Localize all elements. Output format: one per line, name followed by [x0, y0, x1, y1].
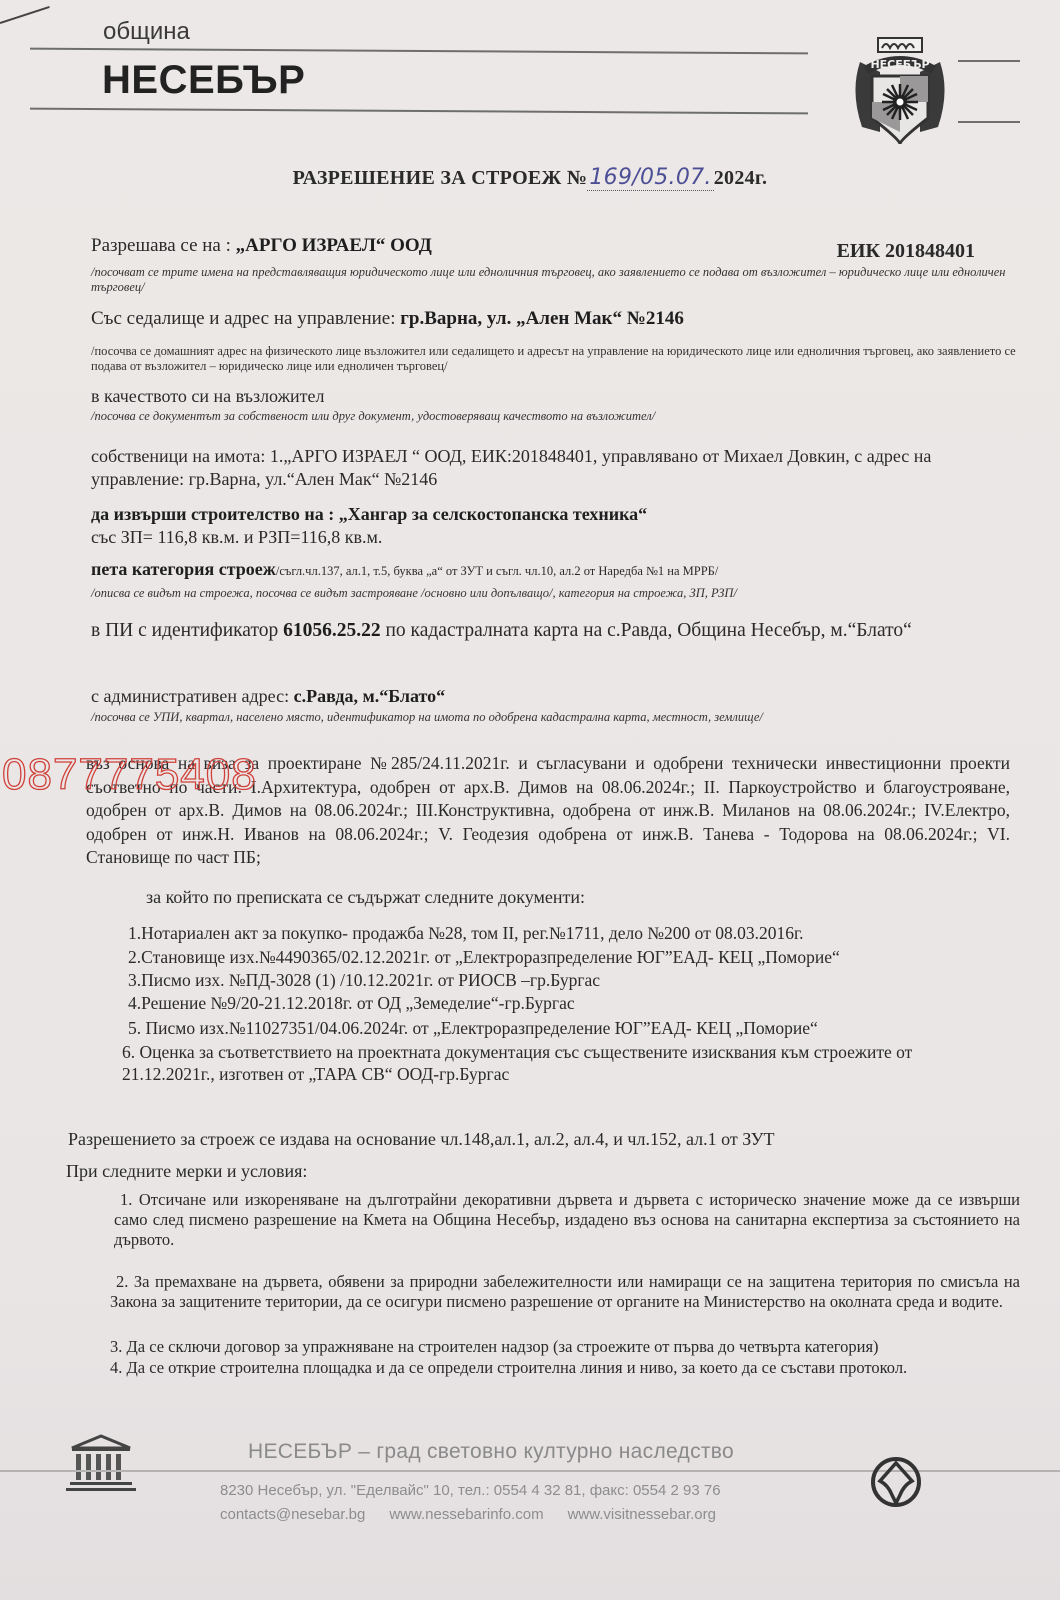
footer-title: НЕСЕБЪР – град световно културно наследство [248, 1440, 734, 1463]
conditions-intro: При следните мерки и условия: [66, 1161, 308, 1181]
nesebar-crest-icon [840, 32, 960, 152]
condition-item: 2. За премахване на дървета, обявени за природни забележителности или намиращи се на защитена територия по смисъла на Закона за защитените територии, да се осигури писмено разрешение от органите на Министерство на околната среда и водите. [110, 1272, 1020, 1311]
construction-subject: да извърши строителство на : „Хангар за селскостопанска техника“ [91, 504, 648, 524]
admin-address: с административен адрес: с.Равда, м.“Блато“ [91, 686, 446, 706]
header-rule-right-bottom [958, 121, 1020, 123]
footer-website-link[interactable]: www.visitnessebar.org [567, 1506, 716, 1523]
municipality-label: община [103, 18, 190, 45]
svg-text:НЕСЕБЪР: НЕСЕБЪР [870, 58, 930, 71]
capacity: в качеството си на възложител [91, 386, 325, 406]
document-item: 6. Оценка за съответствието на проектната документация със съществените изисквания към строежите от 21.12.2021г., изготвен от „ТАРА СВ“ ООД-гр.Бургас [122, 1042, 913, 1084]
footer-email-link[interactable]: contacts@nesebar.bg [220, 1506, 366, 1523]
admin-address-value: с.Равда, м.“Блато“ [293, 686, 446, 706]
category: пета категория строеж/съгл.чл.137, ал.1, т.5, буква „а“ от ЗУТ и съгл. чл.10, ал.2 от Наредба №1 на МРРБ/ [91, 559, 719, 579]
document-item: 2.Становище изх.№4490365/02.12.2021г. от „Електроразпределение ЮГ”ЕАД- КЕЦ „Поморие“ [128, 947, 840, 967]
documents-intro: за който по преписката се съдържат следните документи: [146, 887, 585, 907]
world-heritage-emblem-icon [870, 1455, 922, 1509]
footer-website-link[interactable]: www.nessebarinfo.com [389, 1506, 544, 1523]
owners: собственици на имота: 1.„АРГО ИЗРАЕЛ “ ООД, ЕИК:201848401, управлявано от Михаел Довкин, с адрес на управление: гр.Варна, ул.“Ален Мак“ №2146 [91, 446, 932, 489]
building-areas: със ЗП= 116,8 кв.м. и РЗП=116,8 кв.м. [91, 527, 383, 547]
document-item: 4.Решение №9/20-21.12.2018г. от ОД „Земеделие“-гр.Бургас [128, 993, 575, 1013]
permit-title [0, 165, 1060, 190]
plot: в ПИ с идентификатор 61056.25.22 по кадастралната карта на с.Равда, Община Несебър, м.“Блато“ [91, 620, 912, 641]
granted-to-note: /посочват се трите имена на представляващия юридическото лице или едноличния търговец, ако заявлението се подава от възложител – юридическо лице или едноличен търговец/ [91, 265, 1006, 294]
category-reference: /съгл.чл.137, ал.1, т.5, буква „а“ от ЗУТ и съгл. чл.10, ал.2 от Наредба №1 на МРРБ/ [275, 564, 719, 578]
capacity-note: /посочва се документът за собственост или друг документ, удостоверяващ качеството на възложител/ [91, 409, 656, 423]
condition-item: 3. Да се сключи договор за упражняване на строителен надзор (за строежите от първа до четвърта категория) [110, 1337, 879, 1356]
admin-address-note: /посочва се УПИ, квартал, населено място, идентификатор на имота по одобрена кадастрална карта, местност, землище/ [91, 710, 763, 724]
seat-note: /посочва се домашният адрес на физическото лице възложител или седалището и адресът на управление на юридическото лице или едноличния търговец, ако заявлението се подава от възложител – юридическо лице или едноличен търговец/ [91, 344, 1016, 373]
condition-item: 4. Да се открие строителна площадка и да се определи строителна линия и ниво, за което да се състави протокол. [110, 1358, 908, 1377]
permit-year: 2024г. [713, 167, 768, 189]
seat-address-value: гр.Варна, ул. „Ален Мак“ №2146 [400, 308, 684, 329]
document-item: 5. Писмо изх.№11027351/04.06.2024г. от „Електроразпределение ЮГ”ЕАД- КЕЦ „Поморие“ [128, 1018, 818, 1038]
document-item: 1.Нотариален акт за покупко- продажба №28, том II, рег.№1711, дело №200 от 08.03.2016г. [128, 923, 804, 943]
document-item: 3.Писмо изх. №ПД-3028 (1) /10.12.2021г. от РИОСВ –гр.Бургас [128, 970, 601, 990]
condition-item: 1. Отсичане или изкореняване на дълготрайни декоративни дървета и дървета с историческо значение може да се извърши само след писмено разрешение на Кмета на Община Несебър, издадено въз основа на санитарна експертиза за състоянието на дървото. [114, 1190, 1020, 1249]
phone-watermark: 0877775408 [2, 750, 257, 799]
plot-identifier: 61056.25.22 [283, 620, 381, 641]
footer-contacts [220, 1506, 740, 1523]
permit-title-prefix: РАЗРЕШЕНИЕ ЗА СТРОЕЖ № [292, 167, 588, 189]
design-basis: въз основа на виза за проектиране №285/24.11.2021г. и съгласувани и одобрени технически инвестиционни проекти съответно по части: I.Архитектура, одобрен от арх.В. Димов на 08.06.2024г.; II. Паркоустройство и благоустрояване, одобрен от арх.В. Димов на 08.06.2024г.; III.Конструктивна, одобрена от инж.В. Миланов на 08.06.2024г.; IV.Електро, одобрен от инж.Н. Иванов на 08.06.2024г.; V. Геодезия одобрена от инж.В. Танева - Тодорова на 08.06.2024г.; VI. Становище по част ПБ; [86, 753, 1010, 867]
corner-mark [0, 6, 50, 24]
footer-address: 8230 Несебър, ул. "Еделвайс" 10, тел.: 0554 4 32 81, факс: 0554 2 93 76 [220, 1482, 721, 1499]
header-rule-right-top [958, 60, 1020, 62]
seat-address: Със седалище и адрес на управление: гр.Варна, ул. „Ален Мак“ №2146 [91, 308, 684, 329]
eik-number: ЕИК 201848401 [836, 240, 975, 262]
header-rule-bottom [30, 108, 808, 115]
header-rule-top [30, 48, 808, 55]
municipality-name: НЕСЕБЪР [102, 58, 306, 102]
company-name: „АРГО ИЗРАЕЛ“ ООД [235, 235, 432, 256]
construction-name: „Хангар за селскостопанска техника“ [338, 504, 648, 524]
legal-basis: Разрешението за строеж се издава на основание чл.148,ал.1, ал.2, ал.4, и чл.152, ал.1 от ЗУТ [68, 1129, 775, 1149]
permit-number: 169/05.07. [589, 165, 712, 190]
category-note: /описва се видът на строежа, посочва се видът застрояване /основно или допълващо/, категория на строежа, ЗП, РЗП/ [91, 586, 737, 600]
unesco-logo-icon [66, 1434, 136, 1494]
granted-to: Разрешава се на : „АРГО ИЗРАЕЛ“ ООД [91, 235, 432, 256]
